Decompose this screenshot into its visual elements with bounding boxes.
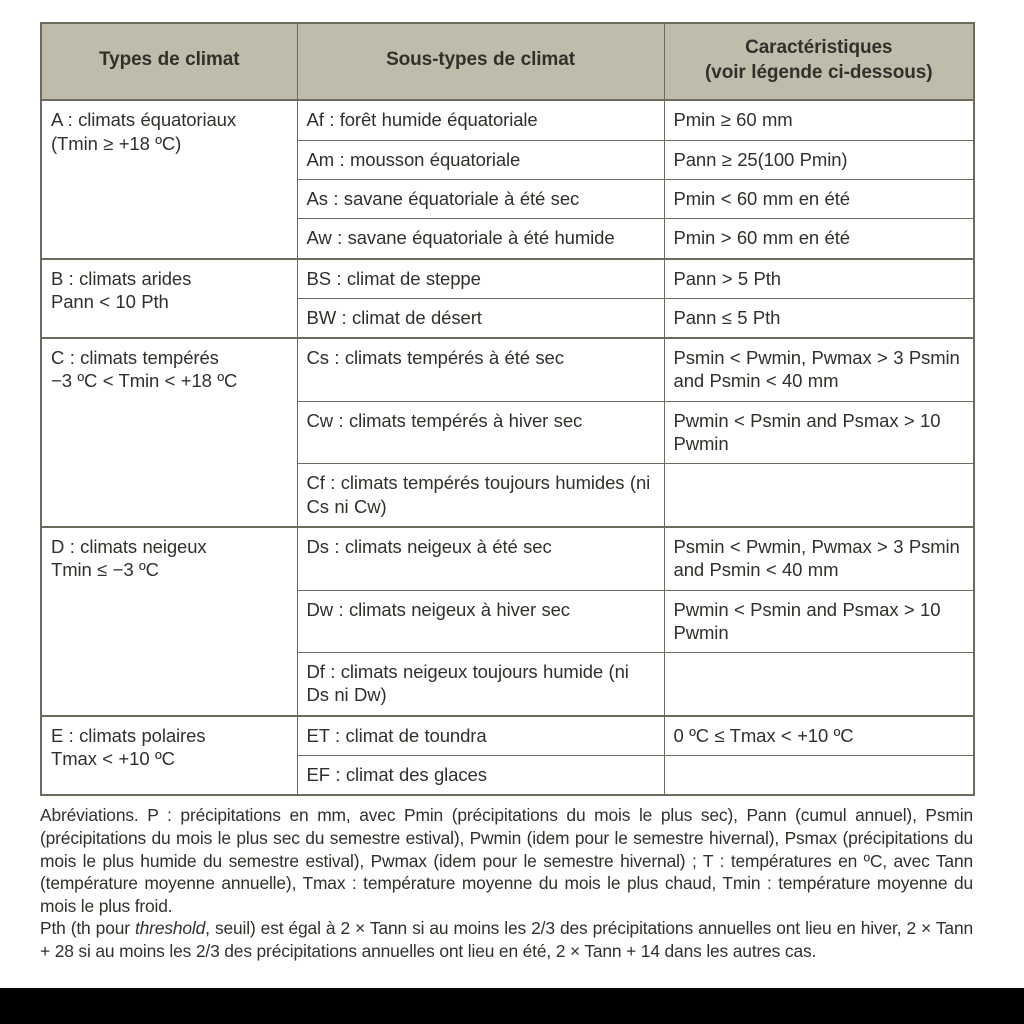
climate-subtype-cell: Am : mousson équatoriale	[297, 140, 664, 179]
climate-type-cell: C : climats tempérés −3 ºC < Tmin < +18 ºC	[41, 338, 297, 527]
climate-subtype-cell: Dw : climats neigeux à hiver sec	[297, 590, 664, 653]
table-header	[41, 23, 974, 100]
climate-characteristics-cell: Pmin ≥ 60 mm	[664, 100, 974, 140]
climate-characteristics-cell: Pann ≤ 5 Pth	[664, 298, 974, 338]
climate-type-cell: E : climats polaires Tmax < +10 ºC	[41, 716, 297, 796]
climate-classification-table	[40, 22, 975, 796]
climate-characteristics-cell	[664, 464, 974, 527]
footnote-pth-definition	[40, 917, 973, 962]
footnote-pth-prefix: Pth (th pour	[40, 918, 135, 939]
climate-type-cell: B : climats arides Pann < 10 Pth	[41, 259, 297, 339]
footnote-abbreviations: Abréviations. P : précipitations en mm, avec Pmin (précipitations du mois le plus sec), Pann (cumul annuel), Psmin (précipitations du mois le plus sec du semestre estival), Pwmin (idem pour le semestre hivernal), Psmax (précipitations du mois le plus humide du semestre estival), Pwmax (idem pour le semestre hivernal) ; T : températures en ºC, avec Tann (température moyenne annuelle), Tmax : température moyenne du mois le plus chaud, Tmin : température moyenne du mois le plus froid.	[40, 805, 973, 916]
climate-subtype-cell: EF : climat des glaces	[297, 756, 664, 796]
table-row	[41, 716, 974, 756]
climate-characteristics-cell: 0 ºC ≤ Tmax < +10 ºC	[664, 716, 974, 756]
climate-characteristics-cell: Psmin < Pwmin, Pwmax > 3 Psmin and Psmin < 40 mm	[664, 338, 974, 401]
footnote-legend	[40, 804, 973, 962]
column-header-subtypes: Sous-types de climat	[297, 23, 664, 100]
climate-type-cell: A : climats équatoriaux (Tmin ≥ +18 ºC)	[41, 100, 297, 258]
column-header-characteristics	[664, 23, 974, 100]
column-header-characteristics-subtitle: (voir légende ci-dessous)	[705, 61, 933, 83]
table-row	[41, 338, 974, 401]
table-body	[41, 100, 974, 795]
climate-subtype-cell: Cs : climats tempérés à été sec	[297, 338, 664, 401]
climate-characteristics-cell	[664, 653, 974, 716]
climate-subtype-cell: BS : climat de steppe	[297, 259, 664, 299]
climate-subtype-cell: ET : climat de toundra	[297, 716, 664, 756]
climate-subtype-cell: Cf : climats tempérés toujours humides (ni Cs ni Cw)	[297, 464, 664, 527]
climate-type-cell: D : climats neigeux Tmin ≤ −3 ºC	[41, 527, 297, 716]
climate-characteristics-cell: Pann ≥ 25(100 Pmin)	[664, 140, 974, 179]
bottom-letterbox-bar	[0, 988, 1024, 1024]
climate-characteristics-cell	[664, 756, 974, 796]
climate-characteristics-cell: Pmin > 60 mm en été	[664, 219, 974, 259]
climate-characteristics-cell: Pwmin < Psmin and Psmax > 10 Pwmin	[664, 590, 974, 653]
table-row	[41, 259, 974, 299]
footnote-pth-suffix: , seuil) est égal à 2 × Tann si au moins les 2/3 des précipitations annuelles ont lieu en hiver, 2 × Tann + 28 si au moins les 2/3 des précipitations annuelles ont lieu en été, 2 × Tann + 14 dans les autres cas.	[40, 918, 974, 962]
climate-characteristics-cell: Pmin < 60 mm en été	[664, 179, 974, 218]
climate-subtype-cell: Ds : climats neigeux à été sec	[297, 527, 664, 590]
footnote-threshold-italic: threshold	[134, 918, 206, 939]
column-header-types: Types de climat	[41, 23, 297, 100]
climate-characteristics-cell: Pann > 5 Pth	[664, 259, 974, 299]
column-header-characteristics-title: Caractéristiques	[745, 37, 893, 58]
climate-subtype-cell: As : savane équatoriale à été sec	[297, 179, 664, 218]
climate-characteristics-cell: Psmin < Pwmin, Pwmax > 3 Psmin and Psmin < 40 mm	[664, 527, 974, 590]
climate-subtype-cell: BW : climat de désert	[297, 298, 664, 338]
table-row	[41, 100, 974, 140]
climate-subtype-cell: Df : climats neigeux toujours humide (ni Ds ni Dw)	[297, 653, 664, 716]
table-header-row	[41, 23, 974, 100]
climate-characteristics-cell: Pwmin < Psmin and Psmax > 10 Pwmin	[664, 401, 974, 464]
climate-subtype-cell: Cw : climats tempérés à hiver sec	[297, 401, 664, 464]
climate-subtype-cell: Af : forêt humide équatoriale	[297, 100, 664, 140]
climate-subtype-cell: Aw : savane équatoriale à été humide	[297, 219, 664, 259]
table-row	[41, 527, 974, 590]
